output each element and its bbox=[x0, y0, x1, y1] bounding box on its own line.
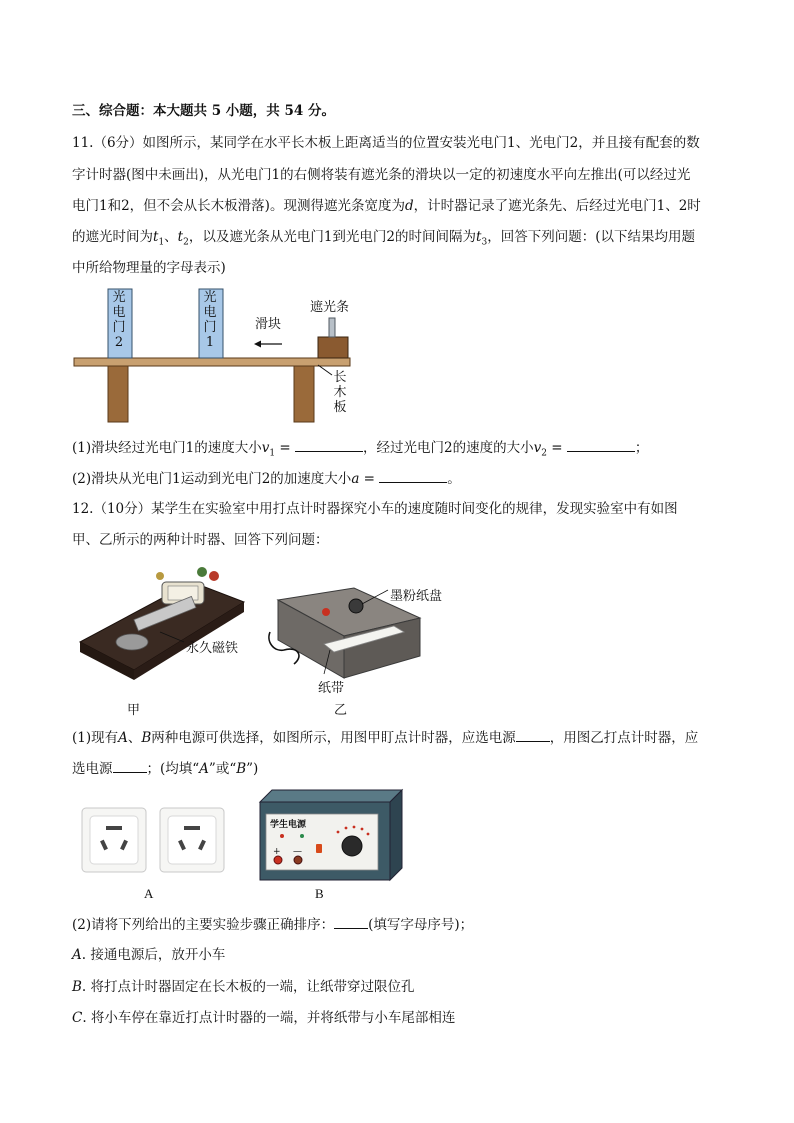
step-B: B. 将打点计时器固定在长木板的一端，让纸带穿过限位孔 bbox=[72, 979, 415, 995]
spark-timer-light bbox=[322, 608, 330, 616]
board-leg-right bbox=[294, 366, 314, 422]
terminal-red bbox=[209, 571, 219, 581]
var-t3: t bbox=[476, 229, 482, 245]
answer-blank-v1[interactable] bbox=[295, 437, 363, 452]
q11-sep: 、 bbox=[164, 229, 178, 245]
supply-side bbox=[390, 790, 402, 880]
q11-line-3 bbox=[72, 196, 701, 216]
figure-yi-label: 乙 bbox=[334, 703, 348, 718]
step-A: A. 接通电源后，放开小车 bbox=[72, 947, 226, 963]
disc bbox=[116, 634, 148, 650]
tape-label: 纸带 bbox=[318, 681, 345, 696]
supply-top bbox=[260, 790, 402, 802]
terminal-green bbox=[197, 567, 207, 577]
var-d: d bbox=[404, 198, 414, 214]
var-t1-sub: 1 bbox=[158, 237, 165, 248]
power-A-sockets bbox=[80, 806, 230, 874]
answer-blank-jia[interactable] bbox=[516, 727, 550, 742]
step-C: C. 将小车停在靠近打点计时器的一端，并将纸带与小车尾部相连 bbox=[72, 1010, 456, 1026]
q11-line-2: 字计时器(图中未画出)，从光电门1的右侧将装有遮光条的滑块以一定的初速度水平向左推出(可以经过光 bbox=[72, 167, 691, 183]
q11-line-4-c: ，回答下列问题：(以下结果均用题 bbox=[487, 229, 695, 245]
section-header: 三、综合题：本大题共 5 小题，共 54 分。 bbox=[72, 103, 335, 119]
ink-disc bbox=[349, 599, 363, 613]
q11-line-1: 11.（6分）如图所示，某同学在水平长木板上距离适当的位置安装光电门1、光电门2，并且接有配套的数 bbox=[72, 135, 700, 151]
power-B-label: B bbox=[315, 886, 324, 901]
board-label: 长 木 板 bbox=[333, 370, 347, 415]
slider-label: 滑块 bbox=[255, 317, 282, 332]
q11-line-4-a: 的遮光时间为 bbox=[72, 229, 153, 245]
q12-line-2: 甲、乙所示的两种计时器、回答下列问题： bbox=[72, 532, 329, 548]
slider-block bbox=[318, 337, 348, 358]
long-board bbox=[74, 358, 350, 366]
supply-plus: + bbox=[273, 847, 281, 857]
var-t1: t bbox=[153, 229, 159, 245]
gate1-label: 光 电 门 1 bbox=[203, 290, 217, 350]
terminal-brass bbox=[156, 572, 164, 580]
q12-line-1: 12.（10分）某学生在实验室中用打点计时器探究小车的速度随时间变化的规律，发现实验室中有如图 bbox=[72, 501, 678, 517]
q12-sub2: (2)请将下列给出的主要实验步骤正确排序： (填写字母序号)； bbox=[72, 914, 473, 935]
terminal-minus bbox=[294, 856, 302, 864]
answer-blank-yi[interactable] bbox=[113, 758, 147, 773]
q11-line-4-b: ，以及遮光条从光电门1到光电门2的时间间隔为 bbox=[188, 229, 477, 245]
arrow-head bbox=[254, 341, 261, 348]
figure-jia-label: 甲 bbox=[127, 703, 141, 718]
socket-1-slot-top bbox=[106, 826, 122, 830]
strip-label: 遮光条 bbox=[310, 300, 350, 315]
magnet-label: 永久磁铁 bbox=[186, 641, 239, 656]
q11-line-5: 中所给物理量的字母表示) bbox=[72, 260, 226, 276]
power-A-label: A bbox=[144, 886, 154, 901]
answer-blank-v2[interactable] bbox=[567, 437, 635, 452]
light-strip bbox=[329, 318, 335, 337]
electromagnetic-timer-figure bbox=[74, 562, 254, 692]
var-t3-sub: 3 bbox=[481, 237, 488, 248]
q11-sub1: (1)滑块经过光电门1的速度大小$v_1$ = ，经过光电门2的速度的大小$v_2$ = ； bbox=[72, 437, 648, 464]
q12-sub1-line-2: 选电源 ；(均填“A”或“B”) bbox=[72, 758, 258, 779]
var-t2-sub: 2 bbox=[183, 237, 189, 248]
var-t2: t bbox=[177, 229, 184, 245]
ink-disc-label: 墨粉纸盘 bbox=[390, 589, 443, 604]
power-switch bbox=[316, 844, 322, 853]
q11-line-3-a: 电门1和2，但不会从长木板滑落)。现测得遮光条宽度为 bbox=[72, 198, 405, 214]
gate2-label: 光 电 门 2 bbox=[112, 290, 126, 350]
coil-label bbox=[168, 586, 198, 600]
q11-sub2: (2)滑块从光电门1运动到光电门2的加速度大小a = 。 bbox=[72, 468, 461, 489]
terminal-plus bbox=[274, 856, 282, 864]
supply-title: 学生电源 bbox=[270, 820, 307, 830]
supply-minus: — bbox=[293, 847, 302, 857]
q12-sub1-line-1: (1)现有A、B两种电源可供选择，如图所示，用图甲盯点计时器，应选电源 ，用图乙打点计时器，应 bbox=[72, 727, 698, 748]
q11-line-4 bbox=[72, 227, 695, 253]
voltage-knob bbox=[342, 836, 362, 856]
board-leg-left bbox=[108, 366, 128, 422]
q11-line-3-b: ，计时器记录了遮光条先、后经过光电门1、2时 bbox=[413, 198, 701, 214]
answer-blank-a[interactable] bbox=[379, 468, 447, 483]
socket-2-slot-top bbox=[184, 826, 200, 830]
answer-blank-order[interactable] bbox=[334, 914, 368, 929]
power-B-student-supply bbox=[258, 788, 408, 882]
